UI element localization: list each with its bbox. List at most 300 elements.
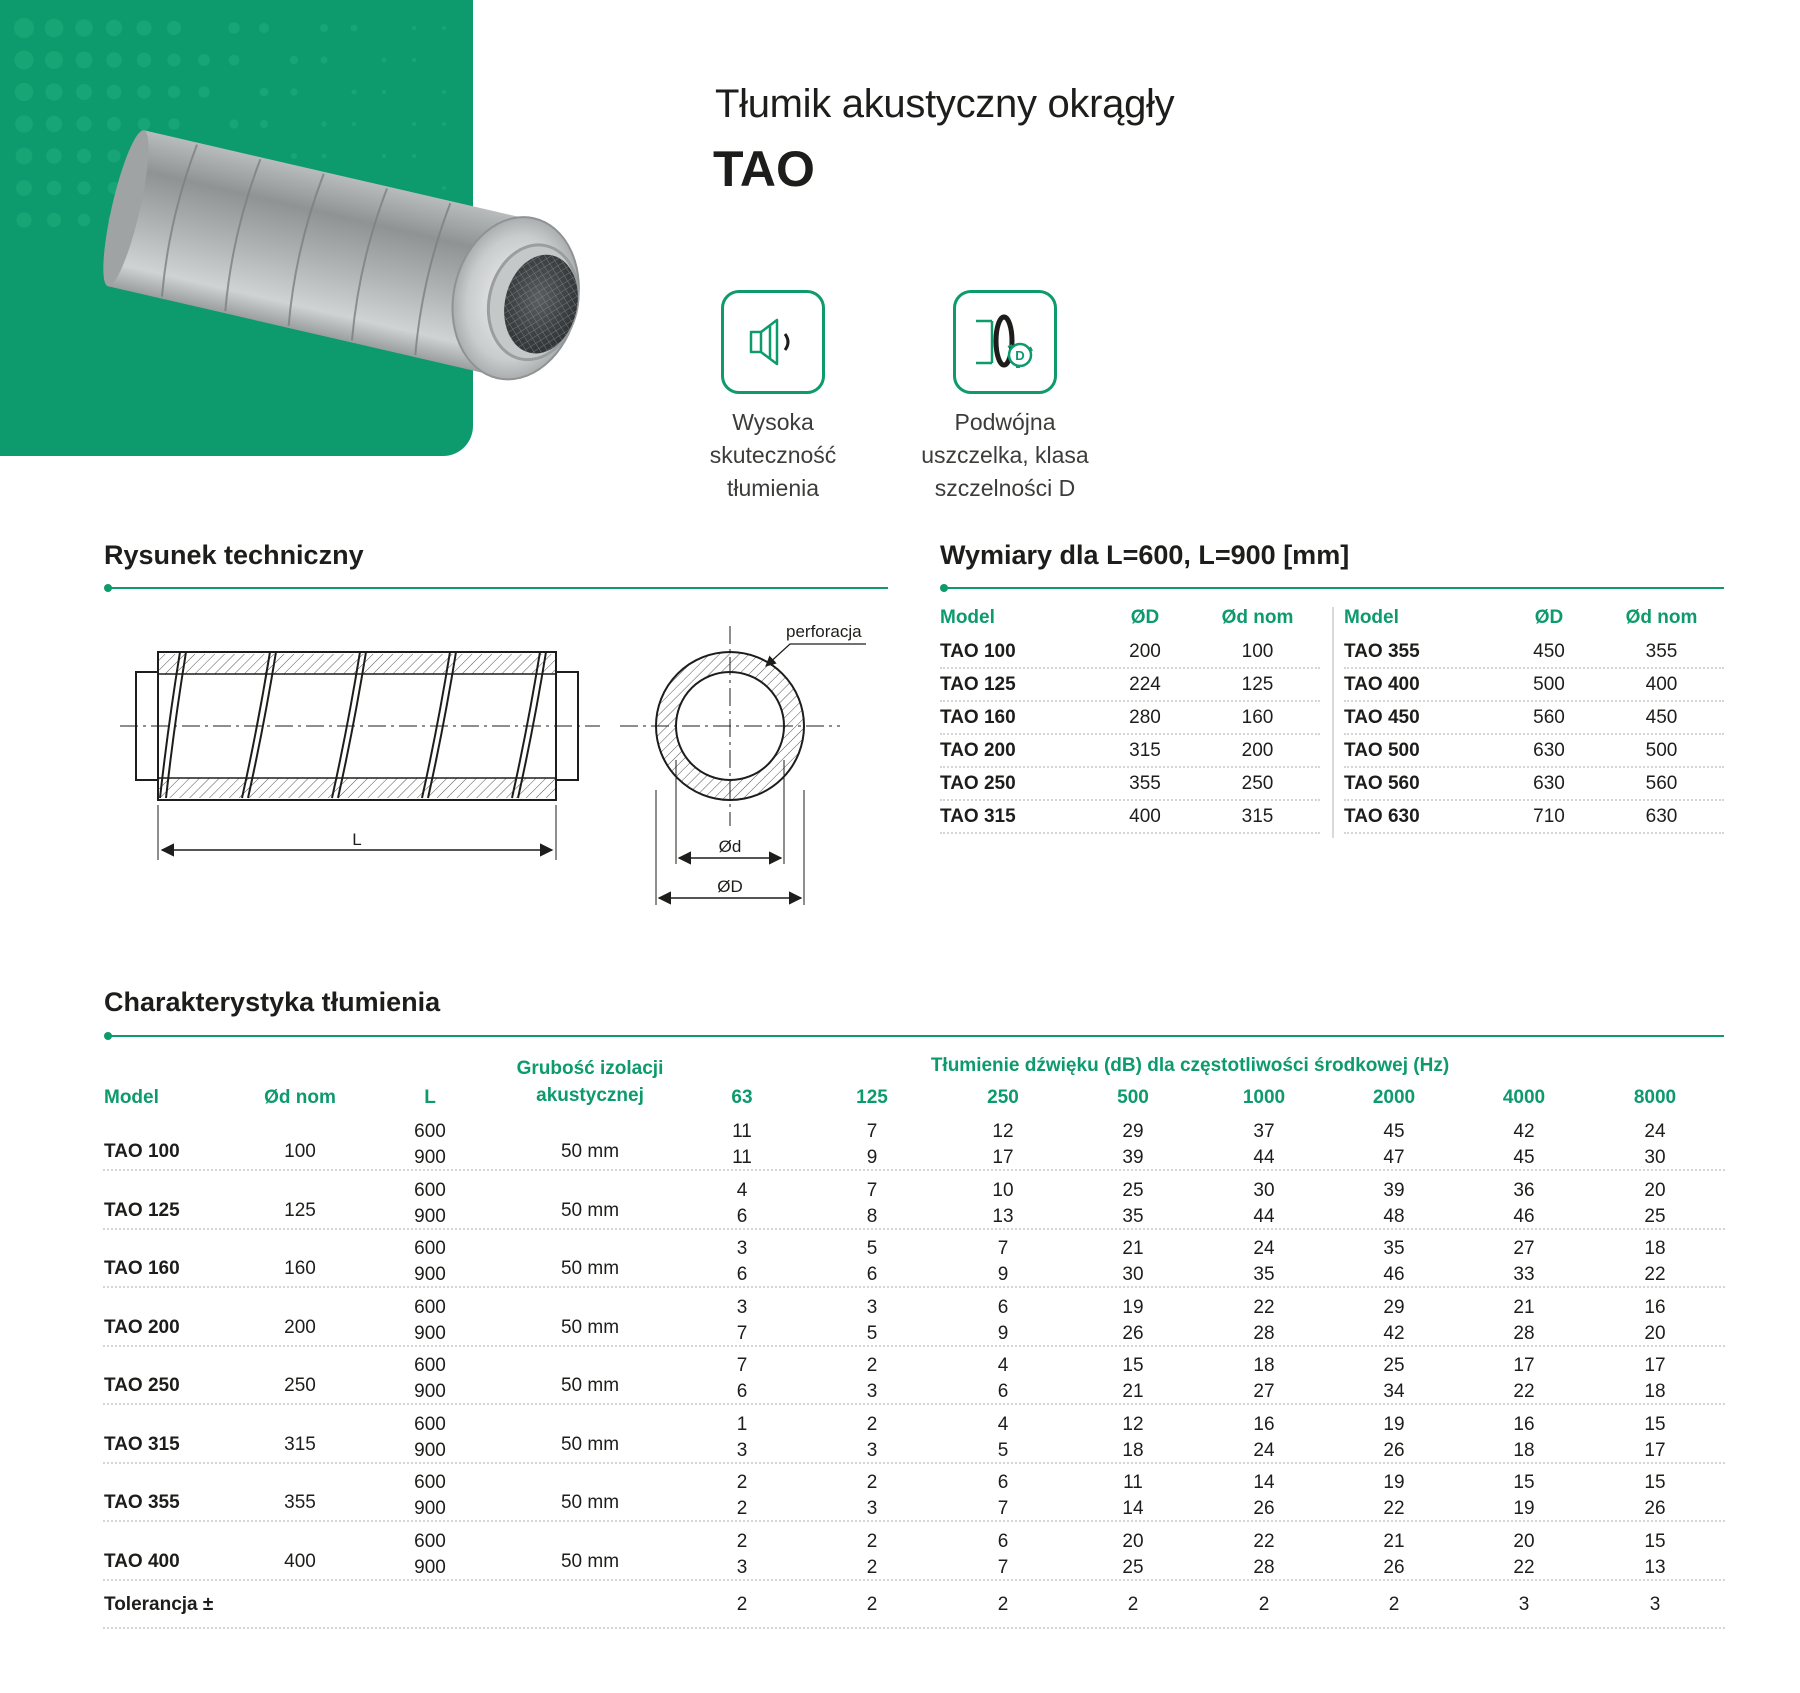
att-value-line-2: 42 <box>1383 1322 1405 1344</box>
att-value-line-1: 27 <box>1513 1238 1535 1259</box>
att-value <box>1224 1529 1304 1581</box>
att-value-line-2: 5 <box>997 1439 1009 1461</box>
att-value <box>963 1412 1043 1464</box>
decor-dot <box>137 53 151 67</box>
decor-dot <box>290 56 298 64</box>
dimension-od: 280 <box>1129 706 1161 728</box>
att-value-line-1: 21 <box>1513 1296 1535 1318</box>
decor-dot <box>259 23 269 33</box>
att-value-line-2: 34 <box>1383 1381 1405 1402</box>
section-rule-drawing <box>108 587 888 589</box>
att-insulation: 50 mm <box>560 1550 620 1572</box>
att-value-line-1: 4 <box>997 1355 1009 1376</box>
att-value <box>1354 1412 1434 1464</box>
att-value-line-1: 12 <box>1122 1413 1144 1435</box>
att-value-line-1: 35 <box>1383 1238 1405 1259</box>
att-value-line-1: 3 <box>866 1296 878 1318</box>
att-value <box>1615 1353 1695 1405</box>
dimension-row <box>1344 702 1724 735</box>
att-value <box>963 1470 1043 1522</box>
drawing-label-perforation: perforacja <box>786 622 862 641</box>
att-col-freq-250: 250 <box>987 1087 1019 1108</box>
section-title-dimensions: Wymiary dla L=600, L=900 [mm] <box>940 540 1350 570</box>
att-col-freq-500: 500 <box>1117 1087 1149 1108</box>
product-title: Tłumik akustyczny okrągły <box>715 82 1175 126</box>
att-col-freq-2000: 2000 <box>1372 1087 1416 1108</box>
product-model: TAO <box>713 141 815 197</box>
att-value-line-2: 6 <box>736 1264 748 1285</box>
att-insulation: 50 mm <box>560 1375 620 1396</box>
decor-dot <box>14 50 33 69</box>
att-dnom: 100 <box>284 1141 316 1162</box>
att-col-freq-63: 63 <box>731 1087 753 1108</box>
att-value-line-2: 3 <box>866 1381 878 1402</box>
att-length-line-1: 600 <box>414 1296 446 1318</box>
att-value-line-2: 3 <box>866 1439 878 1461</box>
att-value-line-1: 15 <box>1513 1472 1535 1493</box>
att-dnom: 160 <box>284 1258 316 1279</box>
att-value-line-2: 26 <box>1644 1498 1666 1519</box>
att-value <box>1484 1412 1564 1464</box>
att-value <box>1093 1119 1173 1171</box>
att-value-line-2: 13 <box>1644 1556 1666 1578</box>
dimension-od: 400 <box>1129 805 1161 827</box>
att-value <box>1354 1236 1434 1288</box>
att-value-line-1: 29 <box>1383 1296 1405 1318</box>
att-value <box>832 1295 912 1347</box>
att-value-line-2: 22 <box>1513 1556 1535 1578</box>
att-value-line-2: 35 <box>1122 1205 1144 1227</box>
att-value <box>1615 1295 1695 1347</box>
header-frequency-text: Tłumienie dźwięku (dB) dla częstotliwości środkowej (Hz) <box>930 1055 1450 1076</box>
header-insulation-line-1: Grubość izolacji <box>516 1058 664 1079</box>
att-value <box>832 1529 912 1581</box>
att-value <box>1224 1470 1304 1522</box>
att-value-line-2: 39 <box>1122 1147 1144 1168</box>
att-value-line-1: 17 <box>1644 1355 1666 1376</box>
att-value <box>1354 1178 1434 1230</box>
att-value-line-1: 15 <box>1122 1355 1144 1376</box>
att-value-line-1: 2 <box>736 1530 748 1552</box>
tolerance-value: 2 <box>1127 1594 1139 1615</box>
att-value-line-2: 26 <box>1122 1322 1144 1344</box>
col-dnom: Ød nom <box>1221 607 1294 628</box>
att-model: TAO 200 <box>104 1316 180 1338</box>
decor-dot <box>46 116 62 132</box>
att-value <box>1354 1470 1434 1522</box>
att-value-line-1: 18 <box>1644 1238 1666 1259</box>
att-length <box>400 1119 460 1171</box>
att-value <box>1354 1119 1434 1171</box>
att-value-line-1: 5 <box>866 1238 878 1259</box>
dimension-row <box>1344 669 1724 702</box>
att-insulation: 50 mm <box>560 1316 620 1338</box>
dimension-od: 315 <box>1129 739 1161 761</box>
att-value <box>1354 1295 1434 1347</box>
dimensions-table-right <box>1344 600 1724 834</box>
tolerance-value: 2 <box>997 1594 1009 1615</box>
att-value <box>1224 1119 1304 1171</box>
dimension-dnom: 450 <box>1645 706 1678 728</box>
att-value-line-2: 6 <box>997 1381 1009 1402</box>
dimension-od: 710 <box>1533 805 1565 827</box>
decor-dot <box>16 212 31 227</box>
att-value-line-2: 45 <box>1513 1147 1535 1168</box>
att-dnom: 400 <box>284 1550 316 1572</box>
drawing-label-length: L <box>352 830 362 849</box>
att-value <box>1224 1412 1304 1464</box>
att-value-line-2: 3 <box>866 1498 878 1519</box>
dimension-model: TAO 560 <box>1344 772 1420 794</box>
decor-dot <box>76 84 92 100</box>
att-length <box>400 1353 460 1405</box>
drawing-label-outer: ØD <box>717 877 743 896</box>
att-value-line-2: 6 <box>736 1205 748 1227</box>
att-value-line-1: 3 <box>736 1238 748 1259</box>
att-value-line-2: 46 <box>1383 1264 1405 1285</box>
att-value-line-2: 6 <box>736 1381 748 1402</box>
att-value-line-1: 20 <box>1644 1179 1666 1201</box>
att-value-line-2: 9 <box>866 1147 878 1168</box>
att-value-line-1: 17 <box>1513 1355 1535 1376</box>
att-value-line-1: 21 <box>1122 1238 1144 1259</box>
att-value-line-2: 17 <box>992 1147 1014 1168</box>
dimension-model: TAO 315 <box>940 805 1016 827</box>
att-model: TAO 355 <box>104 1492 180 1513</box>
att-value-line-2: 19 <box>1513 1498 1535 1519</box>
att-value-line-1: 6 <box>997 1472 1009 1493</box>
att-value <box>1615 1412 1695 1464</box>
att-value-line-1: 19 <box>1383 1413 1405 1435</box>
decor-dot <box>412 58 416 62</box>
att-value-line-1: 7 <box>866 1179 878 1201</box>
att-value-line-1: 2 <box>866 1472 878 1493</box>
att-value-line-1: 2 <box>736 1472 748 1493</box>
att-model: TAO 125 <box>104 1199 180 1221</box>
decor-dot <box>136 20 151 35</box>
dimensions-header <box>940 600 1320 636</box>
att-dnom: 200 <box>284 1316 316 1338</box>
dimension-od: 200 <box>1129 640 1161 662</box>
section-title-drawing: Rysunek techniczny <box>104 540 364 570</box>
att-value-line-1: 25 <box>1383 1355 1405 1376</box>
att-length <box>400 1412 460 1464</box>
att-value <box>702 1470 782 1522</box>
att-value-line-2: 5 <box>866 1322 878 1344</box>
att-value-line-1: 2 <box>866 1355 878 1376</box>
dimension-dnom: 100 <box>1241 640 1274 662</box>
att-value-line-2: 22 <box>1513 1381 1535 1402</box>
decor-dot <box>351 25 358 32</box>
decor-dot <box>14 18 34 38</box>
att-value-line-2: 44 <box>1253 1147 1275 1168</box>
att-length-line-1: 600 <box>414 1413 446 1435</box>
att-value <box>702 1119 782 1171</box>
tolerance-value: 2 <box>1388 1594 1400 1615</box>
dimension-row <box>940 702 1320 735</box>
tolerance-value: 3 <box>1649 1594 1661 1615</box>
att-value-line-2: 26 <box>1383 1556 1405 1578</box>
section-rule-dimensions <box>944 587 1724 589</box>
att-value-line-1: 36 <box>1513 1179 1535 1201</box>
att-value-line-2: 24 <box>1253 1439 1275 1461</box>
att-value <box>1615 1529 1695 1581</box>
dimension-row <box>940 801 1320 834</box>
att-value-line-1: 12 <box>992 1121 1014 1142</box>
att-value-line-2: 7 <box>997 1556 1009 1578</box>
att-length-line-1: 600 <box>414 1472 446 1493</box>
att-value <box>1224 1353 1304 1405</box>
att-value-line-2: 25 <box>1122 1556 1144 1578</box>
header-frequency-group <box>690 1055 1800 1077</box>
att-value-line-2: 20 <box>1644 1322 1666 1344</box>
dimension-dnom: 560 <box>1645 772 1678 794</box>
att-value-line-2: 2 <box>736 1498 748 1519</box>
att-dnom: 315 <box>284 1433 316 1455</box>
decor-dot <box>229 55 240 66</box>
att-value <box>1484 1295 1564 1347</box>
att-model: TAO 250 <box>104 1375 180 1396</box>
decor-dot <box>320 24 328 32</box>
att-value-line-1: 14 <box>1253 1472 1275 1493</box>
att-value-line-2: 18 <box>1122 1439 1144 1461</box>
att-value-line-2: 26 <box>1383 1439 1405 1461</box>
dimension-od: 500 <box>1533 673 1565 695</box>
att-length-line-2: 900 <box>414 1381 446 1402</box>
feature-1-line-2: skuteczność <box>709 442 837 468</box>
att-insulation: 50 mm <box>560 1141 620 1162</box>
att-length-line-1: 600 <box>414 1355 446 1376</box>
dimension-dnom: 630 <box>1645 805 1678 827</box>
dimension-row <box>940 735 1320 768</box>
att-value <box>1093 1295 1173 1347</box>
att-value-line-2: 28 <box>1253 1556 1275 1578</box>
att-value-line-1: 15 <box>1644 1472 1666 1493</box>
att-value-line-1: 3 <box>736 1296 748 1318</box>
svg-text:D: D <box>1015 348 1025 363</box>
col-dnom: Ød nom <box>1625 607 1698 628</box>
att-value-line-2: 46 <box>1513 1205 1535 1227</box>
decor-dot <box>45 51 63 69</box>
att-value-line-1: 25 <box>1122 1179 1144 1201</box>
dimension-dnom: 250 <box>1241 772 1274 794</box>
att-value-line-1: 19 <box>1122 1296 1144 1318</box>
att-length-line-2: 900 <box>414 1439 446 1461</box>
decor-dot <box>47 213 61 227</box>
dimension-dnom: 500 <box>1645 739 1678 761</box>
att-value-line-2: 22 <box>1383 1498 1405 1519</box>
tolerance-row <box>103 1581 1725 1629</box>
tolerance-label: Tolerancja ± <box>104 1594 214 1615</box>
dimension-model: TAO 125 <box>940 673 1016 695</box>
att-value <box>1484 1236 1564 1288</box>
decor-dot <box>228 22 240 34</box>
dimension-dnom: 315 <box>1241 805 1274 827</box>
dimension-dnom: 125 <box>1241 673 1274 695</box>
att-value <box>832 1236 912 1288</box>
dimensions-header <box>1344 600 1724 636</box>
att-value <box>702 1236 782 1288</box>
att-length-line-2: 900 <box>414 1498 446 1519</box>
technical-drawing <box>110 600 880 920</box>
col-model: Model <box>940 607 995 628</box>
att-value-line-2: 17 <box>1644 1439 1666 1461</box>
att-length-line-1: 600 <box>414 1530 446 1552</box>
att-value-line-1: 29 <box>1122 1121 1144 1142</box>
att-value <box>1093 1353 1173 1405</box>
att-value <box>1093 1529 1173 1581</box>
att-value-line-1: 15 <box>1644 1413 1666 1435</box>
decor-dot <box>412 26 416 30</box>
dimension-od: 224 <box>1129 673 1161 695</box>
att-value-line-2: 2 <box>866 1556 878 1578</box>
speaker-icon <box>721 290 825 394</box>
att-value <box>1484 1353 1564 1405</box>
dimension-model: TAO 250 <box>940 772 1016 794</box>
att-value-line-1: 19 <box>1383 1472 1405 1493</box>
att-value-line-1: 22 <box>1253 1530 1275 1552</box>
att-value-line-2: 30 <box>1644 1147 1666 1168</box>
att-value-line-1: 16 <box>1253 1413 1275 1435</box>
section-title-attenuation: Charakterystyka tłumienia <box>104 987 441 1017</box>
decor-dot <box>106 52 122 68</box>
dimension-model: TAO 630 <box>1344 805 1420 827</box>
decor-dot <box>76 116 91 131</box>
att-insulation: 50 mm <box>560 1492 620 1513</box>
att-value-line-2: 9 <box>997 1322 1009 1344</box>
att-value <box>702 1529 782 1581</box>
dimension-dnom: 355 <box>1645 640 1678 662</box>
att-value-line-2: 9 <box>997 1264 1009 1285</box>
att-value <box>1354 1529 1434 1581</box>
att-value <box>963 1119 1043 1171</box>
decor-dot <box>198 54 210 66</box>
col-model: Model <box>1344 607 1399 628</box>
att-value <box>1093 1470 1173 1522</box>
att-value <box>963 1178 1043 1230</box>
dimension-row <box>1344 801 1724 834</box>
decor-dot <box>167 53 180 66</box>
att-value-line-2: 48 <box>1383 1205 1405 1227</box>
att-model: TAO 100 <box>104 1141 180 1162</box>
dimension-od: 560 <box>1533 706 1565 728</box>
feature-2-line-3: szczelności D <box>934 475 1076 501</box>
att-value-line-1: 42 <box>1513 1121 1535 1142</box>
att-value-line-2: 26 <box>1253 1498 1275 1519</box>
att-value-line-2: 30 <box>1122 1264 1144 1285</box>
att-length <box>400 1236 460 1288</box>
feature-2-line-2: uszczelka, klasa <box>921 442 1089 468</box>
att-model: TAO 400 <box>104 1550 180 1572</box>
att-value-line-1: 6 <box>997 1296 1009 1318</box>
dimension-model: TAO 400 <box>1344 673 1420 695</box>
feature-high-attenuation <box>673 290 873 505</box>
tolerance-value: 2 <box>866 1594 878 1615</box>
att-value <box>1093 1412 1173 1464</box>
att-col-length: L <box>424 1087 436 1108</box>
feature-2-line-1: Podwójna <box>954 409 1056 435</box>
decor-dot <box>78 214 91 227</box>
att-value-line-1: 21 <box>1383 1530 1405 1552</box>
att-value-line-2: 35 <box>1253 1264 1275 1285</box>
att-col-freq-4000: 4000 <box>1502 1087 1546 1108</box>
att-value <box>832 1119 912 1171</box>
att-value <box>702 1178 782 1230</box>
att-value-line-2: 18 <box>1644 1381 1666 1402</box>
att-value-line-1: 20 <box>1122 1530 1144 1552</box>
header-insulation <box>480 1055 700 1109</box>
att-value <box>702 1295 782 1347</box>
att-length-line-2: 900 <box>414 1264 446 1285</box>
att-value <box>963 1295 1043 1347</box>
att-value-line-1: 11 <box>1123 1472 1143 1493</box>
decor-dot <box>76 52 93 69</box>
decor-dot <box>320 56 327 63</box>
att-value-line-2: 33 <box>1513 1264 1535 1285</box>
att-value-line-2: 8 <box>866 1205 878 1227</box>
att-value <box>1093 1178 1173 1230</box>
att-length <box>400 1295 460 1347</box>
att-value-line-1: 2 <box>866 1413 878 1435</box>
att-value-line-1: 2 <box>866 1530 878 1552</box>
att-value-line-1: 7 <box>997 1238 1009 1259</box>
att-value <box>1484 1529 1564 1581</box>
dimensions-table-left <box>940 600 1320 834</box>
att-value <box>832 1353 912 1405</box>
att-value <box>1093 1236 1173 1288</box>
decor-dot <box>15 115 33 133</box>
dimension-row <box>1344 768 1724 801</box>
att-value-line-1: 24 <box>1644 1121 1666 1142</box>
att-value <box>832 1470 912 1522</box>
att-value-line-2: 14 <box>1122 1498 1144 1519</box>
att-value-line-2: 11 <box>732 1147 752 1168</box>
dimension-dnom: 160 <box>1241 706 1274 728</box>
att-value <box>1615 1470 1695 1522</box>
decor-dot <box>77 149 91 163</box>
att-value <box>1354 1353 1434 1405</box>
att-length-line-2: 900 <box>414 1322 446 1344</box>
att-value-line-2: 7 <box>997 1498 1009 1519</box>
decor-dot <box>77 181 91 195</box>
att-length-line-2: 900 <box>414 1205 446 1227</box>
att-length-line-2: 900 <box>414 1147 446 1168</box>
att-value-line-1: 15 <box>1644 1530 1666 1552</box>
att-dnom: 355 <box>284 1492 316 1513</box>
att-value <box>963 1353 1043 1405</box>
tolerance-value: 2 <box>736 1594 748 1615</box>
att-value-line-1: 30 <box>1253 1179 1275 1201</box>
dimension-row <box>940 636 1320 669</box>
att-value <box>1224 1295 1304 1347</box>
att-model: TAO 315 <box>104 1433 180 1455</box>
att-value <box>1615 1119 1695 1171</box>
att-value-line-2: 21 <box>1122 1381 1144 1402</box>
att-insulation: 50 mm <box>560 1258 620 1279</box>
att-insulation: 50 mm <box>560 1433 620 1455</box>
decor-dot <box>16 148 33 165</box>
att-value <box>1484 1119 1564 1171</box>
dimension-model: TAO 450 <box>1344 706 1420 728</box>
att-value <box>1224 1236 1304 1288</box>
att-length-line-1: 600 <box>414 1179 446 1201</box>
decor-dot <box>382 58 387 63</box>
att-length-line-1: 600 <box>414 1238 446 1259</box>
section-rule-attenuation <box>108 1035 1724 1037</box>
att-value-line-2: 28 <box>1253 1322 1275 1344</box>
dimension-row <box>940 768 1320 801</box>
att-dnom: 125 <box>284 1199 316 1221</box>
